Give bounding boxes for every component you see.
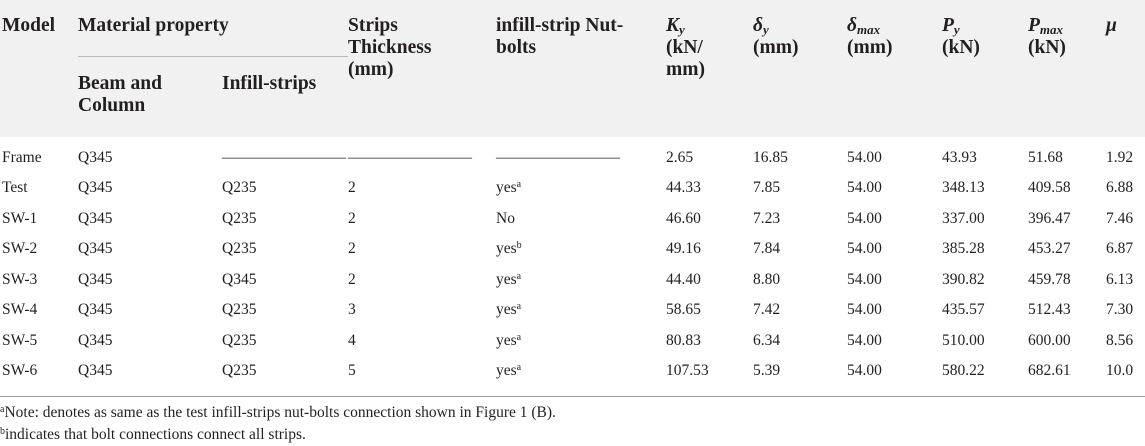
dmax-cell: [847, 265, 942, 296]
nut-bolts-cell-text: ————————: [496, 148, 620, 166]
model-cell-text: SW-6: [2, 362, 38, 380]
model-cell-text: SW-5: [2, 331, 38, 349]
beam-column-cell: [78, 137, 222, 174]
model-cell: [0, 265, 78, 296]
dy-cell: [753, 204, 847, 235]
py-cell-text: 43.93: [942, 148, 977, 166]
dy-unit: (mm): [753, 37, 799, 58]
mu-cell-text: 7.30: [1106, 301, 1134, 319]
infill-strips-cell: [222, 173, 348, 204]
pmax-cell: [1028, 295, 1106, 326]
infill-strips-cell-text: Q235: [222, 362, 257, 380]
py-cell: [942, 265, 1028, 296]
ky-cell: [666, 265, 753, 296]
nut-bolts-cell-text: yes: [496, 301, 517, 319]
model-cell: [0, 326, 78, 357]
pmax-cell: [1028, 204, 1106, 235]
mu-cell-text: 1.92: [1106, 148, 1134, 166]
dy-symbol: δ: [753, 15, 763, 36]
model-cell: [0, 295, 78, 326]
mu-cell-text: 6.88: [1106, 179, 1134, 197]
dy-cell-text: 7.85: [753, 179, 781, 197]
dmax-cell-text: 54.00: [847, 270, 882, 288]
dmax-cell: [847, 356, 942, 387]
table-row: [0, 295, 1145, 326]
beam-column-cell-text: Q345: [78, 209, 113, 227]
pmax-cell-text: 396.47: [1028, 209, 1071, 227]
py-subscript: y: [953, 22, 960, 37]
model-cell-text: Frame: [2, 148, 42, 166]
dy-cell: [753, 265, 847, 296]
infill-strips-cell: [222, 295, 348, 326]
beam-column-cell: [78, 326, 222, 357]
dmax-cell: [847, 295, 942, 326]
dy-cell-text: 6.34: [753, 331, 781, 349]
beam-column-cell-text: Q345: [78, 301, 113, 319]
strips-thickness-cell: [348, 137, 496, 174]
col-beam-column-header: Beam and Column: [78, 73, 162, 116]
dmax-cell: [847, 204, 942, 235]
table-row: [0, 265, 1145, 296]
mu-cell-text: 10.0: [1106, 362, 1134, 380]
dy-subscript: y: [763, 22, 769, 37]
mu-cell: [1106, 356, 1145, 387]
ky-cell-text: 58.65: [666, 301, 701, 319]
dmax-cell-text: 54.00: [847, 148, 882, 166]
table-row: [0, 326, 1145, 357]
mu-cell: [1106, 204, 1145, 235]
col-py-header: [942, 0, 1028, 137]
beam-column-cell: [78, 295, 222, 326]
strips-thickness-cell: [348, 173, 496, 204]
mu-cell-text: 6.87: [1106, 240, 1134, 258]
mu-cell: [1106, 137, 1145, 174]
dmax-cell-text: 54.00: [847, 362, 882, 380]
model-cell: [0, 356, 78, 387]
dmax-cell-text: 54.00: [847, 179, 882, 197]
py-cell: [942, 234, 1028, 265]
ky-cell-text: 46.60: [666, 209, 701, 227]
beam-column-cell: [78, 204, 222, 235]
table-row: [0, 204, 1145, 235]
py-cell-text: 435.57: [942, 301, 985, 319]
col-strips-thickness-header: Strips Thickness (mm): [348, 15, 432, 80]
ky-cell: [666, 137, 753, 174]
mu-cell: [1106, 326, 1145, 357]
py-cell: [942, 173, 1028, 204]
ky-subscript: y: [679, 22, 685, 37]
dy-cell: [753, 295, 847, 326]
dmax-cell-text: 54.00: [847, 240, 882, 258]
strips-thickness-cell: [348, 295, 496, 326]
ky-cell-text: 44.33: [666, 179, 701, 197]
nut-bolts-footnote-marker: a: [516, 179, 522, 191]
py-cell-text: 510.00: [942, 331, 985, 349]
mu-cell: [1106, 234, 1145, 265]
strips-thickness-cell: [348, 234, 496, 265]
infill-strips-cell-text: Q235: [222, 209, 257, 227]
beam-column-cell: [78, 173, 222, 204]
nut-bolts-cell-text: yes: [496, 270, 517, 288]
dmax-cell-text: 54.00: [847, 301, 882, 319]
model-cell-text: SW-1: [2, 209, 38, 227]
strips-thickness-cell-text: ————————: [348, 148, 472, 166]
infill-strips-cell: [222, 356, 348, 387]
table-body: [0, 137, 1145, 387]
ky-cell: [666, 173, 753, 204]
col-dmax-header: [847, 0, 942, 137]
col-pmax-header: [1028, 0, 1106, 137]
nut-bolts-cell: [496, 204, 666, 235]
col-dy-header: [753, 0, 847, 137]
ky-cell-text: 49.16: [666, 240, 701, 258]
table-row: [0, 173, 1145, 204]
footnote-b: [0, 424, 1145, 446]
nut-bolts-cell: [496, 137, 666, 174]
strips-thickness-cell-text: 2: [348, 179, 356, 197]
col-ky-header: [666, 0, 753, 137]
nut-bolts-cell: [496, 265, 666, 296]
infill-strips-cell-text: Q345: [222, 270, 257, 288]
dy-cell: [753, 356, 847, 387]
col-material-property-header: Material property: [78, 0, 348, 57]
nut-bolts-cell: [496, 356, 666, 387]
nut-bolts-cell: [496, 173, 666, 204]
footnote-a: [0, 402, 1145, 424]
pmax-cell-text: 409.58: [1028, 179, 1071, 197]
strips-thickness-cell: [348, 204, 496, 235]
dmax-cell-text: 54.00: [847, 209, 882, 227]
model-cell: [0, 234, 78, 265]
pmax-cell: [1028, 234, 1106, 265]
pmax-cell-text: 51.68: [1028, 148, 1063, 166]
pmax-cell: [1028, 137, 1106, 174]
strips-thickness-cell: [348, 265, 496, 296]
pmax-cell: [1028, 265, 1106, 296]
py-cell: [942, 295, 1028, 326]
strips-thickness-cell-text: 4: [348, 331, 356, 349]
dy-cell-text: 5.39: [753, 362, 781, 380]
footnote-b-text: indicates that bolt connections connect all strips.: [5, 426, 306, 443]
py-cell: [942, 356, 1028, 387]
infill-strips-cell-text: Q235: [222, 240, 257, 258]
nut-bolts-footnote-marker: a: [516, 331, 522, 343]
ky-unit: (kN/ mm): [666, 37, 705, 80]
pmax-cell-text: 682.61: [1028, 362, 1071, 380]
infill-strips-cell-text: Q235: [222, 301, 257, 319]
strips-thickness-cell-text: 5: [348, 362, 356, 380]
py-unit: (kN): [942, 37, 980, 58]
col-model-header: Model: [2, 15, 56, 36]
dy-cell: [753, 137, 847, 174]
dy-cell: [753, 173, 847, 204]
pmax-cell-text: 512.43: [1028, 301, 1071, 319]
pmax-cell: [1028, 326, 1106, 357]
model-cell-text: SW-3: [2, 270, 38, 288]
infill-strips-cell-text: Q235: [222, 331, 257, 349]
beam-column-cell: [78, 265, 222, 296]
col-infill-strips-header: Infill-strips: [222, 73, 317, 94]
dmax-cell: [847, 234, 942, 265]
nut-bolts-cell-text: yes: [496, 362, 517, 380]
nut-bolts-cell-text: yes: [496, 240, 517, 258]
py-cell-text: 348.13: [942, 179, 985, 197]
strips-thickness-cell-text: 3: [348, 301, 356, 319]
infill-strips-cell: [222, 137, 348, 174]
mu-cell: [1106, 173, 1145, 204]
dmax-symbol: δ: [847, 15, 857, 36]
ky-cell: [666, 356, 753, 387]
beam-column-cell: [78, 356, 222, 387]
pmax-subscript: max: [1039, 22, 1064, 37]
py-cell-text: 580.22: [942, 362, 985, 380]
dmax-cell: [847, 137, 942, 174]
col-mu-header: μ: [1106, 15, 1117, 36]
nut-bolts-footnote-marker: a: [516, 362, 522, 374]
nut-bolts-footnote-marker: a: [516, 270, 522, 282]
ky-cell-text: 80.83: [666, 331, 701, 349]
mu-cell-text: 6.13: [1106, 270, 1134, 288]
infill-strips-cell: [222, 234, 348, 265]
infill-strips-cell: [222, 265, 348, 296]
dy-cell-text: 8.80: [753, 270, 781, 288]
py-cell: [942, 204, 1028, 235]
header-row-1: [0, 0, 1145, 57]
pmax-symbol: P: [1028, 15, 1040, 36]
beam-column-cell-text: Q345: [78, 148, 113, 166]
ky-cell-text: 2.65: [666, 148, 694, 166]
dy-cell: [753, 326, 847, 357]
ky-cell-text: 44.40: [666, 270, 701, 288]
infill-strips-cell: [222, 326, 348, 357]
pmax-cell: [1028, 173, 1106, 204]
table-row: [0, 356, 1145, 387]
beam-column-cell-text: Q345: [78, 240, 113, 258]
beam-column-cell-text: Q345: [78, 270, 113, 288]
nut-bolts-footnote-marker: a: [516, 301, 522, 313]
py-cell-text: 390.82: [942, 270, 985, 288]
mu-cell-text: 8.56: [1106, 331, 1134, 349]
model-cell-text: SW-2: [2, 240, 38, 258]
footnote-b-marker: b: [0, 426, 5, 437]
dmax-cell-text: 54.00: [847, 331, 882, 349]
col-nut-bolts-header: infill-strip Nut-bolts: [496, 15, 624, 58]
mu-cell: [1106, 295, 1145, 326]
strips-thickness-cell-text: 2: [348, 270, 356, 288]
py-cell-text: 385.28: [942, 240, 985, 258]
ky-cell: [666, 204, 753, 235]
table-row: [0, 234, 1145, 265]
beam-column-cell-text: Q345: [78, 179, 113, 197]
model-cell: [0, 173, 78, 204]
mu-cell-text: 7.46: [1106, 209, 1134, 227]
py-symbol: P: [942, 15, 954, 36]
table-row: [0, 137, 1145, 174]
beam-column-cell-text: Q345: [78, 331, 113, 349]
ky-symbol: K: [666, 15, 680, 36]
dy-cell: [753, 234, 847, 265]
strips-thickness-cell: [348, 356, 496, 387]
ky-cell: [666, 234, 753, 265]
model-cell: [0, 204, 78, 235]
strips-thickness-cell-text: 2: [348, 209, 356, 227]
beam-column-cell-text: Q345: [78, 362, 113, 380]
model-cell-text: SW-4: [2, 301, 38, 319]
nut-bolts-cell-text: yes: [496, 331, 517, 349]
infill-strips-cell-text: ————————: [222, 148, 346, 166]
ky-cell: [666, 295, 753, 326]
nut-bolts-cell: [496, 326, 666, 357]
pmax-cell-text: 600.00: [1028, 331, 1071, 349]
nut-bolts-cell-text: yes: [496, 179, 517, 197]
py-cell-text: 337.00: [942, 209, 985, 227]
footnote-a-marker: a: [0, 404, 5, 415]
pmax-unit: (kN): [1028, 37, 1066, 58]
dmax-subscript: max: [857, 22, 881, 37]
mu-cell: [1106, 265, 1145, 296]
strips-thickness-cell: [348, 326, 496, 357]
dmax-cell: [847, 326, 942, 357]
beam-column-cell: [78, 234, 222, 265]
nut-bolts-cell-text: No: [496, 209, 515, 227]
pmax-cell: [1028, 356, 1106, 387]
pmax-cell-text: 453.27: [1028, 240, 1071, 258]
dy-cell-text: 7.42: [753, 301, 781, 319]
table-notes: [0, 396, 1145, 446]
dmax-cell: [847, 173, 942, 204]
nut-bolts-cell: [496, 234, 666, 265]
pmax-cell-text: 459.78: [1028, 270, 1071, 288]
ky-cell: [666, 326, 753, 357]
dy-cell-text: 7.23: [753, 209, 781, 227]
dmax-unit: (mm): [847, 37, 893, 58]
footnote-a-text: Note: denotes as same as the test infill-strips nut-bolts connection shown in Figure 1 (B).: [4, 404, 556, 421]
dy-cell-text: 16.85: [753, 148, 788, 166]
py-cell: [942, 137, 1028, 174]
dy-cell-text: 7.84: [753, 240, 781, 258]
strips-thickness-cell-text: 2: [348, 240, 356, 258]
nut-bolts-cell: [496, 295, 666, 326]
ky-cell-text: 107.53: [666, 362, 709, 380]
model-cell-text: Test: [2, 179, 28, 197]
nut-bolts-footnote-marker: b: [516, 240, 522, 252]
model-cell: [0, 137, 78, 174]
infill-strips-cell: [222, 204, 348, 235]
py-cell: [942, 326, 1028, 357]
infill-strips-cell-text: Q235: [222, 179, 257, 197]
